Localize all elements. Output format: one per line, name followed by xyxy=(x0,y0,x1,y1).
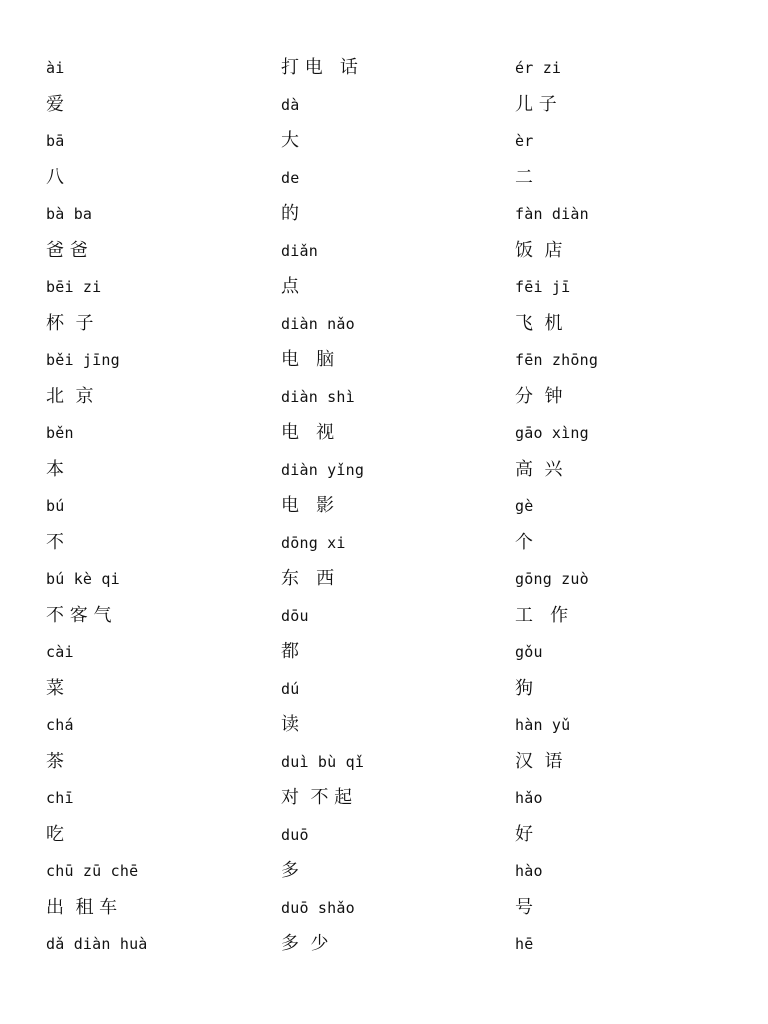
vocab-hanzi: 点 xyxy=(281,276,299,297)
vocab-hanzi: 本 xyxy=(46,458,64,480)
vocab-pinyin: dà xyxy=(281,95,300,114)
vocab-hanzi: 多 少 xyxy=(281,933,329,954)
vocab-hanzi: 东 西 xyxy=(281,568,335,589)
vocab-hanzi: 狗 xyxy=(515,677,533,699)
vocab-hanzi: 的 xyxy=(281,203,299,224)
vocab-hanzi: 八 xyxy=(46,166,64,188)
vocab-pinyin: duō xyxy=(281,825,309,844)
vocab-pinyin: hǎo xyxy=(515,789,543,807)
vocab-pinyin: gōng zuò xyxy=(515,570,589,588)
vocab-pinyin: hē xyxy=(515,935,534,953)
vocab-pinyin: bēi zi xyxy=(46,278,102,296)
vocab-hanzi: 分 钟 xyxy=(515,385,563,407)
vocab-pinyin: dú xyxy=(281,679,300,698)
vocab-pinyin: èr xyxy=(515,132,534,150)
vocab-hanzi: 高 兴 xyxy=(515,458,563,480)
vocab-hanzi: 菜 xyxy=(46,677,64,699)
vocab-hanzi: 爸 爸 xyxy=(46,239,88,261)
vocab-pinyin: dōu xyxy=(281,606,309,625)
vocab-hanzi: 大 xyxy=(281,130,299,151)
vocab-hanzi: 爱 xyxy=(46,93,64,115)
vocab-pinyin: bà ba xyxy=(46,205,93,223)
vocab-pinyin: dǎ diàn huà xyxy=(46,935,148,953)
vocab-hanzi: 好 xyxy=(515,823,533,845)
vocab-hanzi: 号 xyxy=(515,896,533,918)
vocab-pinyin: diàn shì xyxy=(281,387,355,406)
vocab-hanzi: 汉 语 xyxy=(515,750,563,772)
vocab-hanzi: 电 视 xyxy=(281,422,335,443)
vocab-pinyin: bú xyxy=(46,497,65,515)
vocab-pinyin: gāo xìng xyxy=(515,424,589,442)
vocab-pinyin: duì bù qǐ xyxy=(281,752,365,771)
vocab-pinyin: bú kè qi xyxy=(46,570,120,588)
vocab-hanzi: 儿 子 xyxy=(515,93,557,115)
vocab-pinyin: chá xyxy=(46,716,74,734)
vocab-pinyin: běi jīng xyxy=(46,351,120,369)
vocab-pinyin: dōng xi xyxy=(281,533,346,552)
vocab-pinyin: duō shǎo xyxy=(281,898,355,917)
vocab-pinyin: fēn zhōng xyxy=(515,351,599,369)
vocab-hanzi: 不 xyxy=(46,531,64,553)
vocab-pinyin: hào xyxy=(515,862,543,880)
vocabulary-column-3 xyxy=(515,50,735,963)
vocab-pinyin: diàn nǎo xyxy=(281,314,355,333)
vocab-hanzi: 对 不 起 xyxy=(281,787,353,808)
vocab-pinyin: cài xyxy=(46,643,74,661)
vocab-hanzi: 电 脑 xyxy=(281,349,335,370)
vocab-hanzi: 出 租 车 xyxy=(46,896,118,918)
vocabulary-column-1 xyxy=(46,50,266,963)
vocab-hanzi: 飞 机 xyxy=(515,312,563,334)
vocab-hanzi: 打 电 话 xyxy=(281,57,358,78)
vocab-pinyin: gǒu xyxy=(515,643,543,661)
vocab-hanzi: 读 xyxy=(281,714,299,735)
vocab-hanzi: 不 客 气 xyxy=(46,604,112,626)
vocab-hanzi: 二 xyxy=(515,166,533,188)
vocab-hanzi: 吃 xyxy=(46,823,64,845)
vocab-pinyin: fàn diàn xyxy=(515,205,589,223)
vocab-pinyin: fēi jī xyxy=(515,278,571,296)
vocab-hanzi: 工 作 xyxy=(515,604,569,626)
vocab-hanzi: 多 xyxy=(281,860,299,881)
vocab-pinyin: hàn yǔ xyxy=(515,716,571,734)
vocab-hanzi: 茶 xyxy=(46,750,64,772)
vocab-pinyin: běn xyxy=(46,424,74,442)
vocab-pinyin: chū zū chē xyxy=(46,862,139,880)
vocab-pinyin: diǎn xyxy=(281,241,318,260)
vocabulary-column-2 xyxy=(281,50,501,963)
vocab-pinyin: de xyxy=(281,168,300,187)
vocab-hanzi: 都 xyxy=(281,641,299,662)
vocab-pinyin: gè xyxy=(515,497,534,515)
vocab-hanzi: 杯 子 xyxy=(46,312,94,334)
vocab-pinyin: ài xyxy=(46,59,65,77)
vocab-pinyin: bā xyxy=(46,132,65,150)
vocab-hanzi: 个 xyxy=(515,531,533,553)
vocab-hanzi: 电 影 xyxy=(281,495,335,516)
vocab-pinyin: diàn yǐng xyxy=(281,460,365,479)
vocab-pinyin: chī xyxy=(46,789,74,807)
vocab-hanzi: 饭 店 xyxy=(515,239,563,261)
vocab-pinyin: ér zi xyxy=(515,59,562,77)
vocab-hanzi: 北 京 xyxy=(46,385,94,407)
